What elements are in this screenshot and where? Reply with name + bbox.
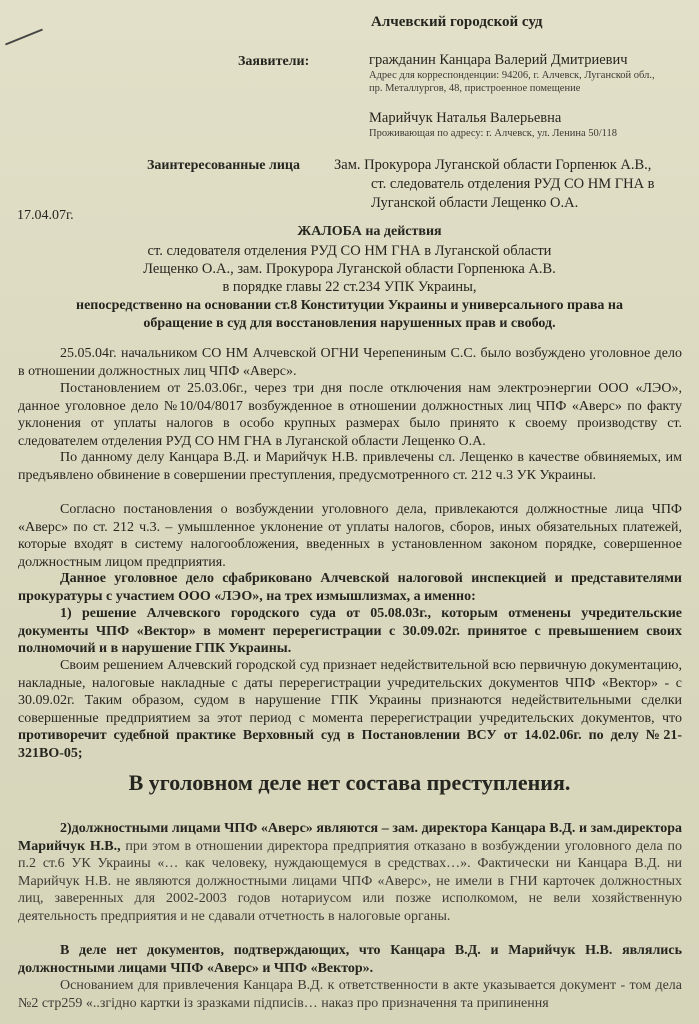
interested-label: Заинтересованные лица	[147, 158, 300, 173]
paragraph-7-bold: противоречит судебной практике Верховный суд в Постановлении ВСУ от 14.02.06г. по делу №21-321ВО-05;	[18, 728, 682, 761]
applicants-label: Заявители:	[238, 54, 310, 69]
applicant2-address: Проживающая по адресу: г. Алчевск, ул. Ленина 50/118	[369, 128, 618, 139]
paragraph-5: Данное уголовное дело сфабриковано Алчевской налоговой инспекцией и представителями прокуратуры с участием ООО «ЛЭО», на трех измышлизмах, а именно:	[18, 571, 682, 604]
paragraph-3: По данному делу Канцара В.Д. и Марийчук Н.В. привлечены сл. Лещенко в качестве обвиняемых, им предъявлено обвинение в совершении преступления, предусмотренного ст. 212 ч.3 УК Украины.	[18, 450, 682, 483]
paragraph-8	[18, 820, 682, 925]
paragraph-6: 1) решение Алчевского городского суда от 05.08.03г., которым отменены учредительские документы ЧПФ «Вектор» в момент перерегистрации с 30.09.02г. принятое с превышением своих полномочий и в нарушение ГПК Украины.	[18, 606, 682, 656]
applicant1-address-line2: пр. Металлургов, 48, пристроенное помещение	[369, 83, 581, 94]
pen-mark	[5, 29, 43, 46]
interested-line3: Луганской области Лещенко О.А.	[371, 195, 579, 211]
paragraph-4: Согласно постановления о возбуждении уголовного дела, привлекаются должностные лица ЧПФ «Аверс» по ст. 212 ч.3. – умышленное уклонение от уплаты налогов, сборов, иных обязательных платежей, которые входят в систему налогообложения, введенных в установленном законом порядке, совершенное должностным лицом предприятия.	[18, 502, 682, 570]
title-line6: обращение в суд для восстановления нарушенных прав и свобод.	[143, 316, 556, 331]
paragraph-2: Постановлением от 25.03.06г., через три дня после отключения нам электроэнергии ООО «ЛЭО», данное уголовное дело №10/04/8017 возбужденное в отношении должностных лиц ЧПФ «Аверс» по факту уклонения от уплаты налогов в особо крупных размерах было принято к своему производству ст. следователем отделения РУД СО НМ ГНА в Луганской области Лещенко О.А.	[18, 381, 682, 449]
court-name: Алчевский городской суд	[371, 14, 543, 30]
paragraph-1: 25.05.04г. начальником СО НМ Алчевской ОГНИ Черепениным С.С. было возбуждено уголовное дело в отношении должностных лиц ЧПФ «Аверс».	[18, 346, 682, 379]
title-line1: ЖАЛОБА на действия	[297, 224, 442, 239]
title-line4: в порядке главы 22 ст.234 УПК Украины,	[222, 279, 477, 295]
paragraph-8-bold: 2)должностными лицами ЧПФ «Аверс» являются – зам. директора Канцара В.Д. и зам.директора Марийчук Н.В.,	[18, 821, 682, 854]
applicant1-name: гражданин Канцара Валерий Дмитриевич	[369, 52, 628, 68]
document-date: 17.04.07г.	[17, 208, 74, 223]
applicant1-address-line1: Адрес для корреспонденции: 94206, г. Алчевск, Луганской обл.,	[369, 70, 655, 81]
paragraph-9: В деле нет документов, подтверждающих, что Канцара В.Д. и Марийчук Н.В. являлись должностными лицами ЧПФ «Аверс» и ЧПФ «Вектор».	[18, 943, 682, 976]
interested-line1: Зам. Прокурора Луганской области Горпенюк А.В.,	[334, 157, 652, 173]
paragraph-7-text: Своим решением Алчевский городской суд признает недействительной всю первичную документацию, накладные, налоговые накладные с даты перерегистрации учредительских документов ЧПФ «Вектор» - с 30.09.02г. Таким образом, судом в нарушение ГПК Украины признаются недействительными сделки совершенные предприятием за этот период с момента перерегистрации учредительских документов, что	[18, 658, 682, 726]
title-line3: Лещенко О.А., зам. Прокурора Луганской области Горпенюка А.В.	[143, 261, 556, 277]
title-line2: ст. следователя отделения РУД СО НМ ГНА в Луганской области	[147, 243, 552, 259]
applicant2-name: Марийчук Наталья Валерьевна	[369, 110, 562, 126]
paragraph-7	[18, 657, 682, 762]
section-heading: В уголовном деле нет состава преступления.	[128, 770, 571, 795]
interested-line2: ст. следователь отделения РУД СО НМ ГНА в	[371, 176, 655, 192]
paragraph-10: Основанием для привлечения Канцара В.Д. к ответственности в акте указывается документ - том дела №2 стр259 «..згідно картки із зразками підписів… наказ про призначення та припинення	[18, 978, 682, 1011]
paragraph-8-text: при этом в отношении директора предприятия отказано в возбуждении уголовного дела по п.2 ст.6 УК Украины «… как человеку, нуждающемуся в средствах…». Фактически ни Канцара В.Д. ни Марийчук Н.В. не являются должностными лицами ЧПФ «Аверс», не имели в ГНИ карточек должностных лиц, заверенных для 2002-2003 годов нотариусом или позже исполкомом, не вели хозяйственную деятельность предприятия и не сдавали отчетность в налоговые органы.	[18, 838, 682, 924]
title-line5: непосредственно на основании ст.8 Конституции Украины и универсального права на	[76, 298, 623, 313]
